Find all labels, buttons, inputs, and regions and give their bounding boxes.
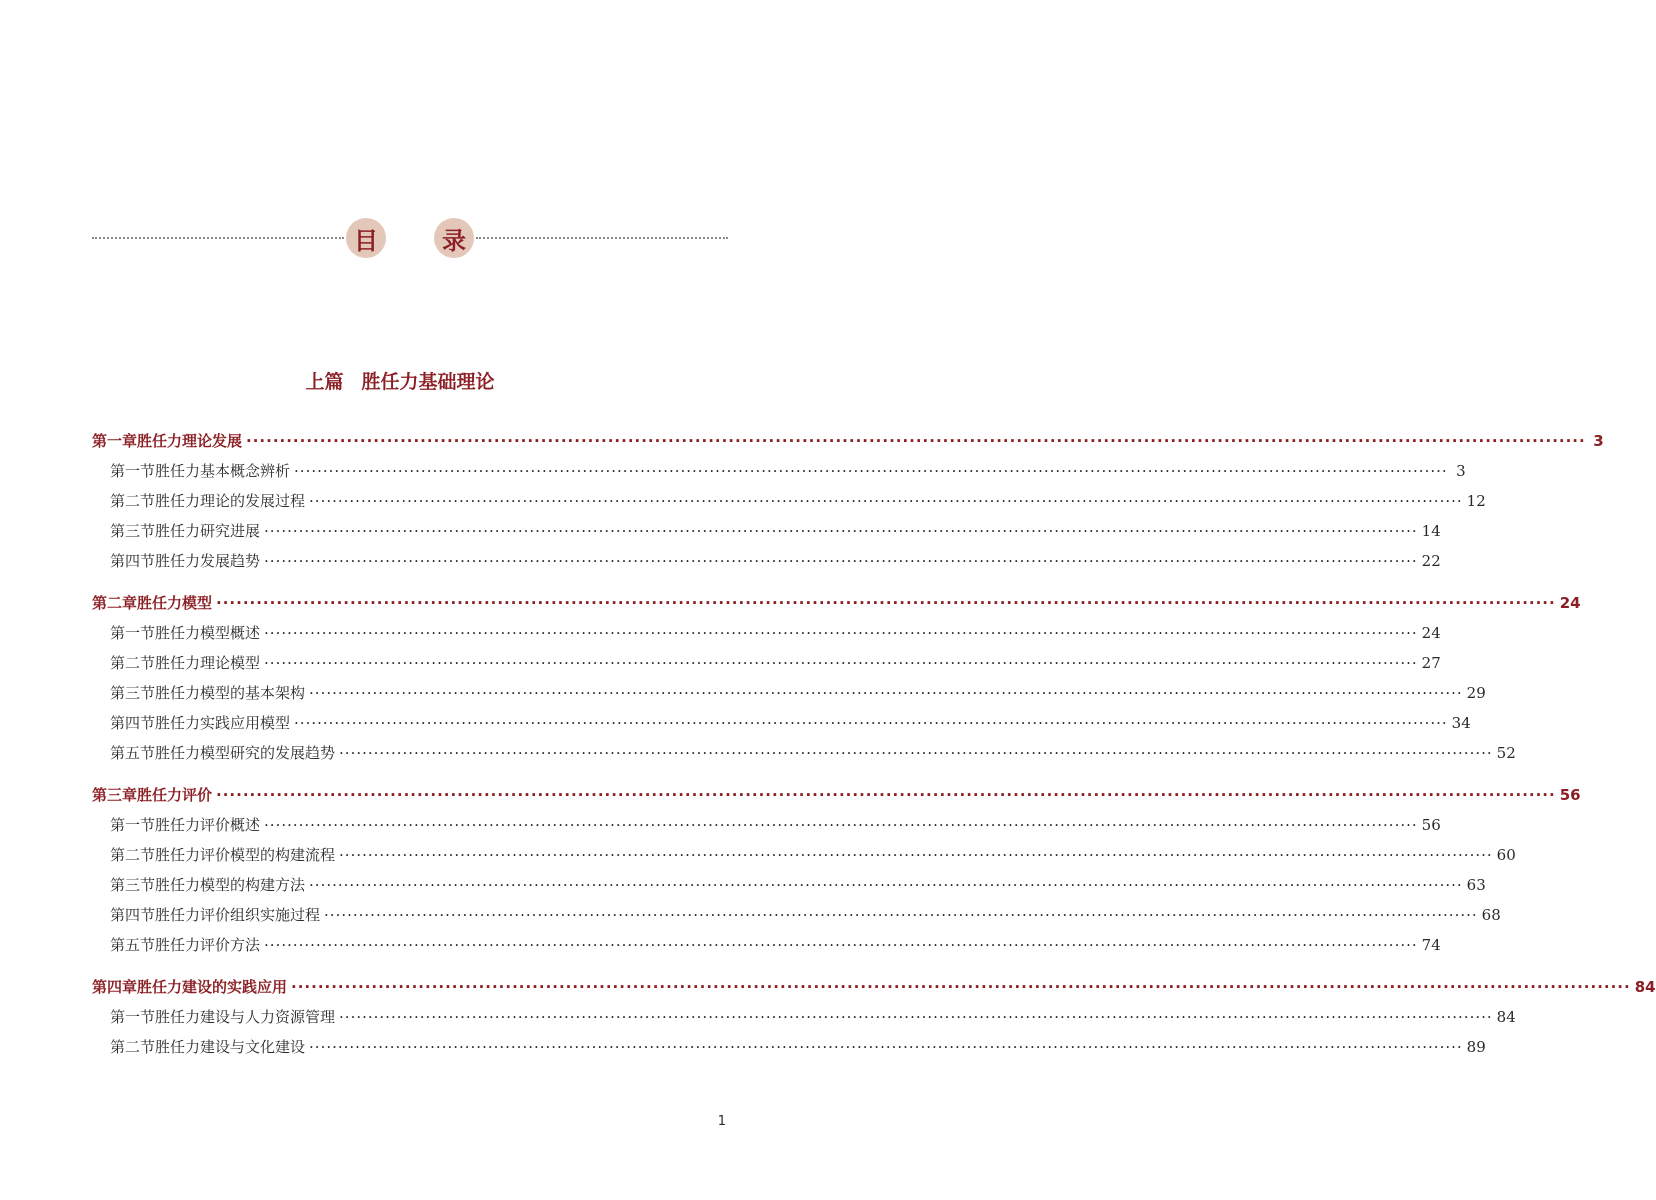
dot-leader: ········································································································································································································ (339, 744, 1493, 762)
heading-char-lu: 录 (434, 218, 474, 258)
heading-leader-right (476, 237, 728, 239)
toc-section-entry[interactable] (92, 870, 1486, 900)
section-number: 第一节 (110, 624, 156, 642)
dot-leader: ········································································································································································································ (294, 462, 1448, 480)
dot-leader: ········································································································································································································ (309, 492, 1463, 510)
dot-leader: ········································································································································································································ (309, 1038, 1463, 1056)
toc-heading (92, 218, 728, 258)
section-number: 第一节 (110, 1008, 156, 1026)
toc-section-entry[interactable] (92, 930, 1441, 960)
toc-section-entry[interactable] (92, 708, 1471, 738)
section-page: 24 (1421, 624, 1441, 642)
section-page: 34 (1451, 714, 1471, 732)
toc-section-entry[interactable] (92, 678, 1486, 708)
toc-section-entry[interactable] (92, 648, 1441, 678)
section-title: 胜任力模型概述 (155, 624, 261, 642)
section-title: 胜任力理论模型 (155, 654, 261, 672)
toc-section-entry[interactable] (92, 486, 1486, 516)
part-label: 上篇 (305, 371, 344, 393)
page-number: 1 (717, 1114, 726, 1129)
chapter-page: 24 (1559, 594, 1581, 612)
chapter-title: 胜任力模型 (137, 594, 213, 612)
dot-leader: ········································································································································································································ (264, 936, 1418, 954)
section-number: 第四节 (110, 552, 156, 570)
part-title (0, 367, 800, 394)
heading-char-mu: 目 (346, 218, 386, 258)
toc-section-entry[interactable] (92, 546, 1441, 576)
chapter-title: 胜任力理论发展 (137, 432, 243, 450)
dot-leader: ········································································································································································································ (264, 624, 1418, 642)
section-number: 第三节 (110, 876, 156, 894)
heading-leader-left (92, 237, 344, 239)
toc-section-entry[interactable] (92, 738, 1516, 768)
chapter-page: 3 (1593, 432, 1604, 450)
section-number: 第四节 (110, 906, 156, 924)
section-page: 14 (1421, 522, 1441, 540)
section-page: 68 (1481, 906, 1501, 924)
toc-section-entry[interactable] (92, 618, 1441, 648)
toc-chapter-entry[interactable] (92, 588, 1581, 618)
section-page: 29 (1466, 684, 1486, 702)
section-page: 12 (1466, 492, 1486, 510)
section-title: 胜任力基本概念辨析 (155, 462, 291, 480)
dot-leader: ········································································································································································································ (309, 684, 1463, 702)
section-title: 胜任力建设与人力资源管理 (155, 1008, 336, 1026)
section-number: 第二节 (110, 1038, 156, 1056)
toc-section-entry[interactable] (92, 1032, 1486, 1062)
dot-leader: ········································································································································································································ (264, 654, 1418, 672)
section-page: 74 (1421, 936, 1441, 954)
dot-leader: ········································································································································································································ (339, 1008, 1493, 1026)
chapter-title: 胜任力评价 (137, 786, 213, 804)
dot-leader: ········································································································································································································ (264, 522, 1418, 540)
toc-list (92, 426, 1656, 1062)
section-number: 第五节 (110, 936, 156, 954)
section-number: 第三节 (110, 522, 156, 540)
section-number: 第二节 (110, 492, 156, 510)
toc-section-entry[interactable] (92, 1002, 1516, 1032)
section-page: 22 (1421, 552, 1441, 570)
section-title: 胜任力模型的基本架构 (155, 684, 306, 702)
section-number: 第二节 (110, 654, 156, 672)
chapter-number: 第三章 (92, 786, 138, 804)
chapter-number: 第四章 (92, 978, 138, 996)
toc-chapter-entry[interactable] (92, 426, 1604, 456)
section-title: 胜任力发展趋势 (155, 552, 261, 570)
section-page: 60 (1496, 846, 1516, 864)
chapter-page: 56 (1559, 786, 1581, 804)
section-title: 胜任力建设与文化建设 (155, 1038, 306, 1056)
chapter-page: 84 (1634, 978, 1656, 996)
section-number: 第一节 (110, 816, 156, 834)
section-number: 第五节 (110, 744, 156, 762)
chapter-number: 第二章 (92, 594, 138, 612)
dot-leader: ········································································································································································································ (309, 876, 1463, 894)
section-title: 胜任力理论的发展过程 (155, 492, 306, 510)
dot-leader: ········································································································································································································ (294, 714, 1448, 732)
section-title: 胜任力评价概述 (155, 816, 261, 834)
section-title: 胜任力研究进展 (155, 522, 261, 540)
dot-leader: ········································································································································································································ (216, 594, 1556, 612)
section-number: 第二节 (110, 846, 156, 864)
dot-leader: ········································································································································································································ (324, 906, 1478, 924)
section-page: 84 (1496, 1008, 1516, 1026)
section-title: 胜任力评价组织实施过程 (155, 906, 321, 924)
dot-leader: ········································································································································································································ (264, 552, 1418, 570)
section-title: 胜任力评价模型的构建流程 (155, 846, 336, 864)
section-page: 63 (1466, 876, 1486, 894)
chapter-title: 胜任力建设的实践应用 (137, 978, 288, 996)
section-page: 56 (1421, 816, 1441, 834)
section-page: 27 (1421, 654, 1441, 672)
dot-leader: ········································································································································································································ (246, 432, 1586, 450)
toc-section-entry[interactable] (92, 900, 1501, 930)
dot-leader: ········································································································································································································ (216, 786, 1556, 804)
section-title: 胜任力评价方法 (155, 936, 261, 954)
section-page: 52 (1496, 744, 1516, 762)
chapter-number: 第一章 (92, 432, 138, 450)
toc-section-entry[interactable] (92, 516, 1441, 546)
toc-section-entry[interactable] (92, 840, 1516, 870)
section-number: 第四节 (110, 714, 156, 732)
toc-section-entry[interactable] (92, 456, 1466, 486)
section-title: 胜任力模型研究的发展趋势 (155, 744, 336, 762)
toc-section-entry[interactable] (92, 810, 1441, 840)
part-name: 胜任力基础理论 (361, 371, 495, 393)
section-page: 89 (1466, 1038, 1486, 1056)
section-number: 第三节 (110, 684, 156, 702)
section-title: 胜任力实践应用模型 (155, 714, 291, 732)
section-number: 第一节 (110, 462, 156, 480)
section-page: 3 (1456, 462, 1466, 480)
dot-leader: ········································································································································································································ (264, 816, 1418, 834)
section-title: 胜任力模型的构建方法 (155, 876, 306, 894)
dot-leader: ········································································································································································································ (291, 978, 1631, 996)
toc-chapter-entry[interactable] (92, 780, 1581, 810)
dot-leader: ········································································································································································································ (339, 846, 1493, 864)
toc-chapter-entry[interactable] (92, 972, 1656, 1002)
